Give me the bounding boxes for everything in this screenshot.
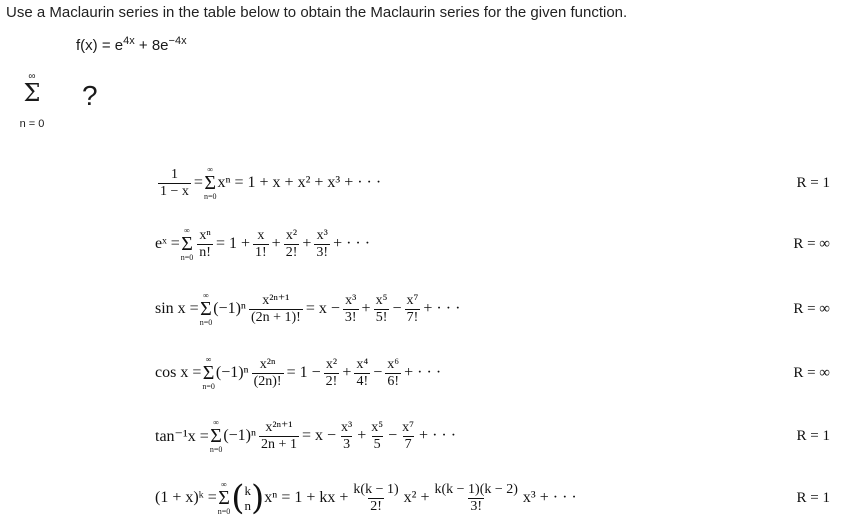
expansion-term-2: $\frac{\text{x⁴}}{4!}$ xyxy=(356,356,369,389)
series-row-sin: sin x = ∞ Σ n=0 (−1)ⁿ $\frac{\text{x²ⁿ⁺¹}}{(2n + 1)!}$ = x − $\frac{\text{x³}}{3!}$ + $\frac{\text{x⁵}}{5!}$ − $\frac{\text{x⁷}}{7!}$ + · · · R = ∞ xyxy=(150,281,790,337)
alternating-sign: (−1)ⁿ xyxy=(223,427,257,444)
series-term: $\frac{\text{xⁿ}}{n!}$ xyxy=(199,227,211,260)
summation: ∞ Σ n=0 xyxy=(203,165,217,201)
summation: ∞ Σ n=0 xyxy=(209,418,223,454)
expansion-tail: + · · · xyxy=(404,364,442,381)
term2-exponent: −4x xyxy=(168,35,187,47)
summation: ∞ Σ n=0 xyxy=(217,480,231,516)
series-term: $\frac{\text{x²ⁿ⁺¹}}{(2n + 1)!}$ xyxy=(250,292,301,325)
sigma-symbol: Σ xyxy=(23,79,41,107)
sigma-upper-limit: ∞ xyxy=(28,71,36,82)
radius-of-convergence: R = 1 xyxy=(796,489,830,506)
term2-base: 8e xyxy=(151,37,169,54)
radius-of-convergence: R = ∞ xyxy=(793,300,830,317)
lhs: tan⁻¹x = xyxy=(155,428,209,445)
term1-exponent: 4x xyxy=(123,35,135,47)
expansion-term-2: $\frac{\text{x²}}{2!}$ xyxy=(285,227,298,260)
summation: ∞ Σ n=0 xyxy=(202,355,215,391)
expansion-start: = 1 − xyxy=(286,364,321,381)
radius-of-convergence: R = ∞ xyxy=(793,364,830,381)
expansion-start: = x − xyxy=(301,427,336,444)
expansion-tail: + · · · xyxy=(423,300,461,317)
radius-of-convergence: R = ∞ xyxy=(793,235,830,252)
answer-placeholder[interactable]: ? xyxy=(82,80,98,111)
answer-summation xyxy=(10,72,54,130)
expansion-term-1: $\frac{\text{x³}}{3}$ xyxy=(341,419,353,452)
expansion-term-2: $\frac{\text{x⁵}}{5!}$ xyxy=(375,292,388,325)
expansion-term-1: $\frac{\text{x²}}{2!}$ xyxy=(325,356,338,389)
lhs: (1 + x)ᵏ = xyxy=(155,489,217,506)
lhs: eˣ = xyxy=(155,235,180,252)
function-lhs: f(x) = xyxy=(76,37,111,54)
expansion-start: = 1 + xyxy=(215,235,250,252)
expansion-mid: x² + xyxy=(403,489,430,506)
plus-sign: + xyxy=(138,37,148,54)
series-term: $\frac{\text{x²ⁿ}}{(2n)!}$ xyxy=(253,356,282,389)
series-row-geometric xyxy=(150,155,830,211)
expansion-start: xⁿ = 1 + kx + xyxy=(264,489,349,506)
lhs-fraction: $\frac{1}{1 - x}$ xyxy=(160,166,189,199)
expansion-start: = x − xyxy=(305,300,340,317)
expansion-term-1: $\frac{k(k - 1)}{2!}$ xyxy=(353,481,399,514)
expansion-tail: + · · · xyxy=(333,235,371,252)
lhs: cos x = xyxy=(155,364,202,381)
expansion-tail: x³ + · · · xyxy=(522,489,577,506)
lhs: sin x = xyxy=(155,300,199,317)
series-term: $\frac{\text{x²ⁿ⁺¹}}{2n + 1}$ xyxy=(261,419,297,452)
radius-of-convergence: R = 1 xyxy=(796,174,830,191)
expansion-term-3: $\frac{\text{x³}}{3!}$ xyxy=(316,227,329,260)
expansion-term-2: $\frac{\text{x⁵}}{5}$ xyxy=(371,419,384,452)
expansion-tail: + · · · xyxy=(419,427,457,444)
expansion-term-2: $\frac{k(k - 1)(k - 2)}{3!}$ xyxy=(434,481,518,514)
summation: ∞ Σ n=0 xyxy=(180,226,194,262)
binomial-coefficient: ( k n ) xyxy=(231,478,265,518)
series-row-arctan: tan⁻¹x = ∞ Σ n=0 (−1)ⁿ $\frac{\text{x²ⁿ⁺¹}}{2n + 1}$ = x − $\frac{\text{x³}}{3}$ + $\frac{\text{x⁵}}{5}$ − $\frac{\text{x⁷}}{7}$ + · · · R = 1 xyxy=(150,408,790,464)
expansion-term-3: $\frac{\text{x⁷}}{7!}$ xyxy=(406,292,419,325)
expansion-term-1: $\frac{x}{1!}$ xyxy=(254,227,267,260)
alternating-sign: (−1)ⁿ xyxy=(213,300,246,317)
expansion-term-1: $\frac{\text{x³}}{3!}$ xyxy=(344,292,357,325)
summation: ∞ Σ n=0 xyxy=(199,291,213,327)
series-row-exp: eˣ = ∞ Σ n=0 $\frac{\text{xⁿ}}{n!}$ = 1 + $\frac{x}{1!}$ + $\frac{\text{x²}}{2!}$ + $\frac{\text{x³}}{3!}$ + · · · R = ∞ xyxy=(150,216,790,272)
expansion-term-3: $\frac{\text{x⁷}}{7}$ xyxy=(402,419,415,452)
expansion-term-3: $\frac{\text{x⁶}}{6!}$ xyxy=(387,356,400,389)
equals-sign: = xyxy=(193,174,203,191)
series-expansion: = 1 + x + x² + x³ + · · · xyxy=(234,174,382,191)
alternating-sign: (−1)ⁿ xyxy=(215,364,249,381)
sigma-lower-limit: n = 0 xyxy=(19,118,45,130)
instruction-text: Use a Maclaurin series in the table below to obtain the Maclaurin series for the given function. xyxy=(6,4,628,21)
term1-base: e xyxy=(114,37,124,54)
series-row-binomial xyxy=(150,470,830,526)
series-term: xⁿ xyxy=(217,174,231,191)
series-row-cos: cos x = ∞ Σ n=0 (−1)ⁿ $\frac{\text{x²ⁿ}}{(2n)!}$ = 1 − $\frac{\text{x²}}{2!}$ + $\frac{\text{x⁴}}{4!}$ − $\frac{\text{x⁶}}{6!}$ + · · · R = ∞ xyxy=(150,345,790,401)
radius-of-convergence: R = 1 xyxy=(796,427,830,444)
given-function xyxy=(76,37,187,54)
